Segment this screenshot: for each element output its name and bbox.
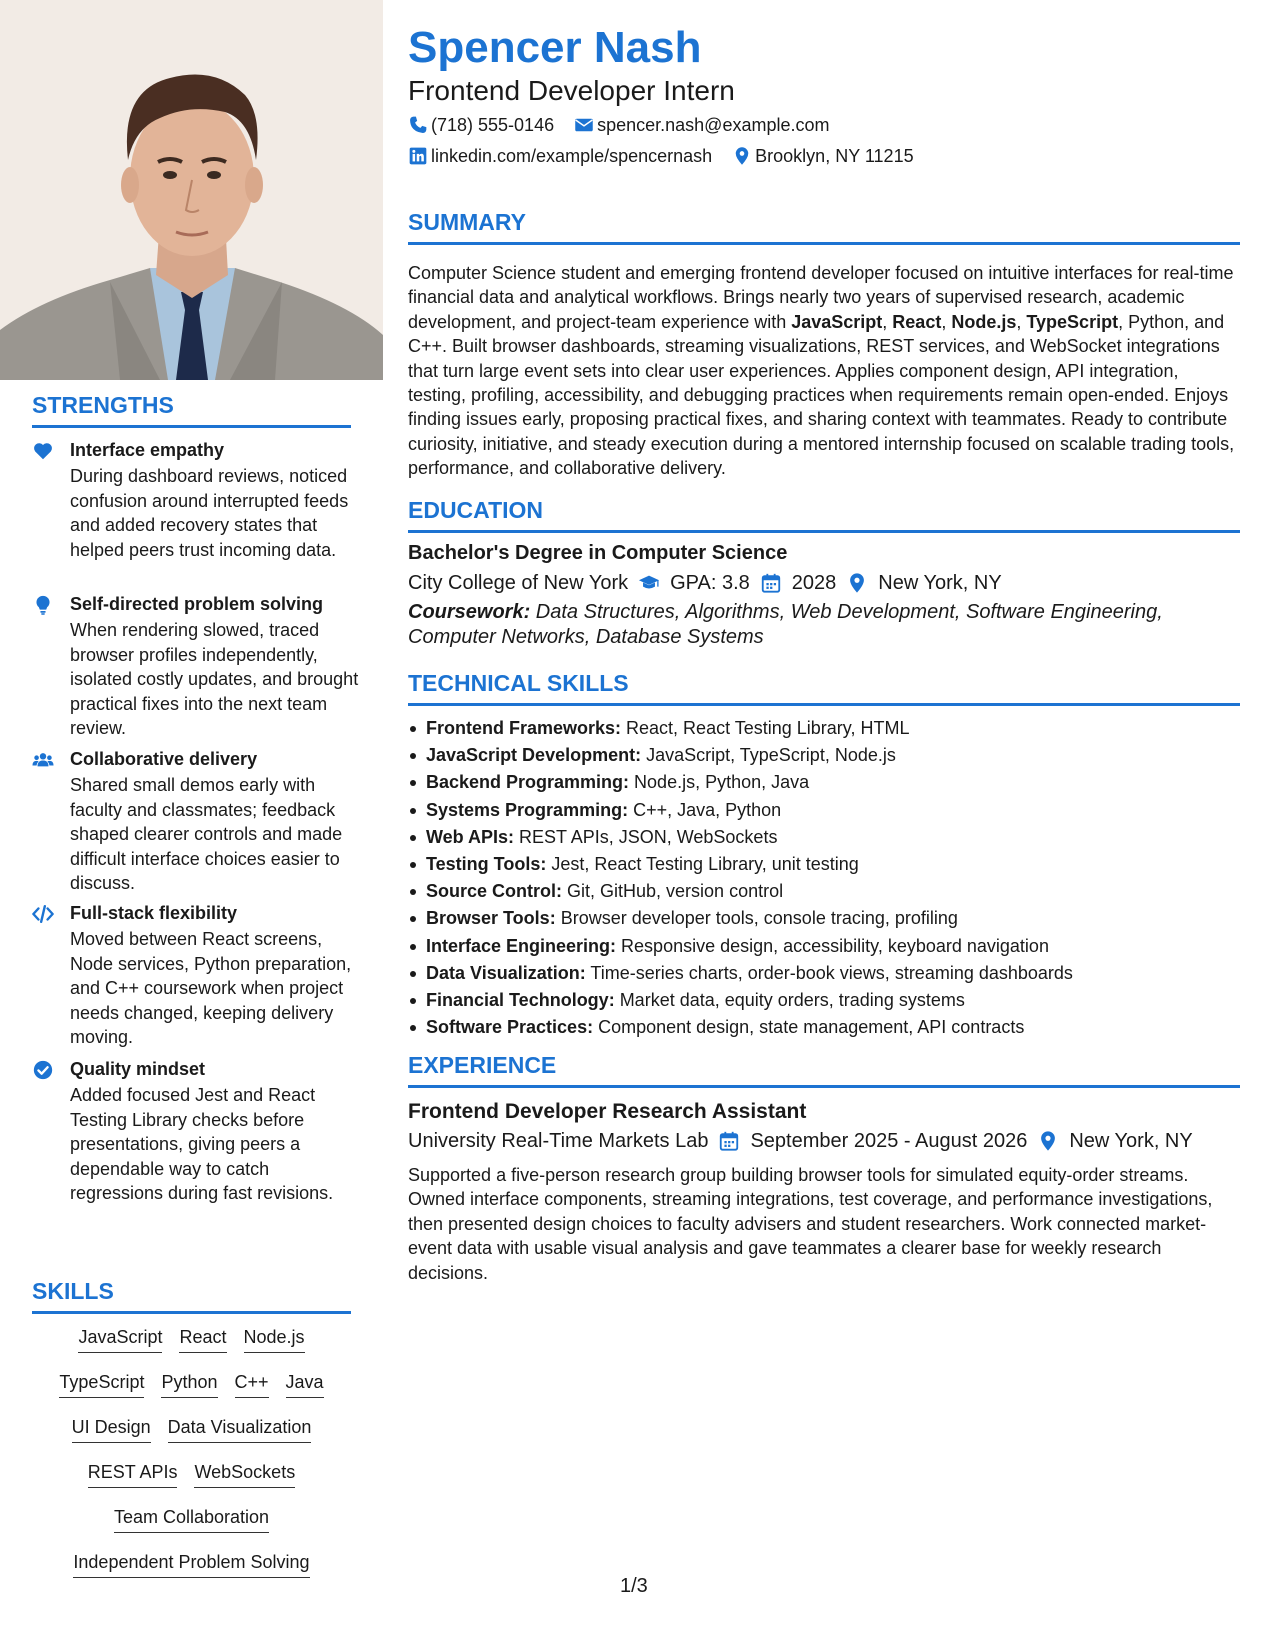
coursework-label: Coursework:: [408, 601, 531, 623]
list-item: [408, 742, 1240, 769]
skill-chip: Team Collaboration: [114, 1505, 269, 1533]
summary-separator: ,: [882, 311, 893, 332]
map-pin-icon: [846, 572, 868, 594]
contact-line-2: [408, 144, 914, 168]
contact-line-1: [408, 113, 830, 137]
skill-chip: WebSockets: [194, 1460, 295, 1488]
strength-description: When rendering slowed, traced browser profiles independently, isolated costly updates, and brought practical fixes into the next team review.: [70, 620, 359, 738]
email-link[interactable]: spencer.nash@example.com: [597, 115, 830, 135]
skill-category: Software Practices:: [426, 1017, 594, 1038]
map-pin-icon: [1037, 1130, 1059, 1152]
education-meta: [408, 570, 1002, 596]
list-item: [408, 933, 1240, 960]
strength-title: Full-stack flexibility: [70, 903, 238, 923]
summary-highlight: Node.js: [951, 311, 1017, 332]
list-item: [408, 824, 1240, 851]
phone-icon: [408, 115, 428, 135]
skill-category: Web APIs:: [426, 826, 515, 847]
skill-row: [32, 1505, 351, 1550]
skill-category: Interface Engineering:: [426, 935, 617, 956]
strength-item: [32, 901, 362, 1047]
summary-text-part: Computer Science student and emerging frontend developer focused on intuitive interfaces for real-time financial data and analytical workflows. Brings nearly two years of supervised research, academic development, and project-team experience with: [408, 263, 1234, 332]
job-location: New York, NY: [1069, 1130, 1193, 1152]
calendar-icon: [760, 572, 782, 594]
skill-values: Market data, equity orders, trading systems: [614, 990, 965, 1011]
strength-description: Moved between React screens, Node services, Python preparation, and C++ coursework when project needs changed, keeping delivery moving.: [70, 929, 352, 1047]
skill-row: [32, 1370, 351, 1415]
graduation-year: 2028: [791, 572, 837, 594]
list-item: [408, 851, 1240, 878]
summary-highlight: TypeScript: [1026, 311, 1119, 332]
skill-row: [32, 1550, 351, 1595]
skill-chip: TypeScript: [59, 1370, 144, 1398]
strength-title: Collaborative delivery: [70, 749, 258, 769]
experience-description: Supported a five-person research group building browser tools for simulated equity-order streams. Owned interface components, streaming integrations, test coverage, and performance investigations, then presented design choices to faculty advisers and student researchers. Work connected market-event data with usable visual analysis and gave teammates a clearer base for weekly research decisions.: [408, 1165, 1213, 1283]
list-item: [408, 1014, 1240, 1041]
check-circle-icon: [32, 1059, 54, 1081]
coursework-list: Data Structures, Algorithms, Web Development, Software Engineering, Computer Networks, Database Systems: [408, 601, 1163, 648]
phone-number[interactable]: (718) 555-0146: [431, 115, 555, 135]
linkedin-link[interactable]: linkedin.com/example/spencernash: [431, 146, 713, 166]
gpa-text: GPA: 3.8: [670, 572, 750, 594]
envelope-icon: [574, 115, 594, 135]
lightbulb-icon: [32, 594, 54, 616]
summary-text: [408, 261, 1240, 481]
location-text: Brooklyn, NY 11215: [755, 146, 914, 166]
organization: University Real-Time Markets Lab: [408, 1130, 709, 1152]
skill-values: Component design, state management, API contracts: [593, 1017, 1025, 1038]
list-item: [408, 797, 1240, 824]
skill-values: C++, Java, Python: [628, 799, 782, 820]
list-item: [408, 878, 1240, 905]
page-number: 1/3: [620, 1575, 648, 1597]
skill-values: Browser developer tools, console tracing, profiling: [555, 908, 958, 929]
skill-row: [32, 1325, 351, 1370]
strength-item: [32, 1057, 362, 1203]
experience-heading: EXPERIENCE: [408, 1052, 1240, 1088]
map-pin-icon: [732, 146, 752, 166]
users-icon: [32, 749, 54, 771]
skill-category: Testing Tools:: [426, 854, 547, 875]
skill-values: REST APIs, JSON, WebSockets: [514, 826, 778, 847]
skill-chip: React: [179, 1325, 226, 1353]
list-item: [408, 715, 1240, 742]
skill-chip: Independent Problem Solving: [73, 1550, 309, 1578]
coursework: [408, 600, 1240, 650]
list-item: [408, 769, 1240, 796]
strength-title: Self-directed problem solving: [70, 594, 324, 614]
skill-category: JavaScript Development:: [426, 745, 642, 766]
skill-category: Financial Technology:: [426, 990, 615, 1011]
strength-description: Shared small demos early with faculty and classmates; feedback shaped clearer controls and made difficult interface choices easier to discuss.: [70, 775, 343, 893]
employment-dates: September 2025 - August 2026: [750, 1130, 1028, 1152]
skill-values: Git, GitHub, version control: [562, 881, 784, 902]
skill-chip: JavaScript: [78, 1325, 162, 1353]
skill-values: JavaScript, TypeScript, Node.js: [641, 745, 896, 766]
skill-category: Backend Programming:: [426, 772, 630, 793]
skill-chip: Java: [286, 1370, 324, 1398]
skill-chip: Python: [161, 1370, 217, 1398]
skill-chip: UI Design: [72, 1415, 151, 1443]
skill-category: Systems Programming:: [426, 799, 629, 820]
skill-values: React, React Testing Library, HTML: [621, 718, 910, 738]
graduation-cap-icon: [638, 572, 660, 594]
skill-values: Responsive design, accessibility, keyboard navigation: [616, 935, 1049, 956]
left-column: [0, 0, 383, 1650]
summary-separator: ,: [1016, 311, 1027, 332]
strength-item: [32, 592, 362, 738]
linkedin-icon: [408, 146, 428, 166]
degree-title: Bachelor's Degree in Computer Science: [408, 542, 788, 564]
profile-photo: [0, 0, 383, 380]
strengths-heading: STRENGTHS: [32, 392, 351, 428]
heart-icon: [32, 440, 54, 462]
skill-chip: REST APIs: [88, 1460, 178, 1488]
school-location: New York, NY: [878, 572, 1002, 594]
list-item: [408, 905, 1240, 932]
skill-chip: Node.js: [244, 1325, 305, 1353]
strength-description: Added focused Jest and React Testing Library checks before presentations, giving peers a dependable way to catch regressions during fast revisions.: [70, 1085, 334, 1203]
calendar-icon: [718, 1130, 740, 1152]
skill-chip: Data Visualization: [168, 1415, 312, 1443]
candidate-role: Frontend Developer Intern: [408, 75, 735, 106]
summary-highlight: JavaScript: [791, 311, 883, 332]
summary-heading: SUMMARY: [408, 209, 1240, 245]
skills-heading: SKILLS: [32, 1278, 351, 1314]
experience-meta: [408, 1128, 1193, 1154]
strength-description: During dashboard reviews, noticed confusion around interrupted feeds and added recovery states that helped peers trust incoming data.: [70, 466, 349, 560]
skill-category: Browser Tools:: [426, 908, 556, 929]
education-heading: EDUCATION: [408, 497, 1240, 533]
job-title: Frontend Developer Research Assistant: [408, 1100, 807, 1123]
skill-category: Data Visualization:: [426, 962, 586, 983]
strength-item: [32, 438, 362, 578]
summary-separator: ,: [941, 311, 952, 332]
skills-list: [32, 1325, 351, 1595]
skill-category: Source Control:: [426, 881, 563, 902]
skill-values: Time-series charts, order-book views, streaming dashboards: [585, 962, 1073, 983]
code-icon: [32, 903, 54, 925]
list-item: [408, 987, 1240, 1014]
school-name: City College of New York: [408, 572, 629, 594]
strength-item: [32, 747, 362, 893]
summary-highlight: React: [892, 311, 942, 332]
skill-values: Node.js, Python, Java: [629, 772, 810, 793]
skill-values: Jest, React Testing Library, unit testing: [546, 854, 859, 875]
skill-chip: C++: [235, 1370, 269, 1398]
list-item: [408, 960, 1240, 987]
skill-row: [32, 1415, 351, 1460]
technical-skills-heading: TECHNICAL SKILLS: [408, 670, 1240, 706]
strength-title: Interface empathy: [70, 440, 225, 460]
summary-text-part: , Python, and C++. Built browser dashboards, streaming visualizations, REST services, and WebSocket integrations that turn large event sets into clear user experiences. Applies component design, API integration, testing, profiling, accessibility, and debugging practices when requirements remain open-ended. Enjoys finding issues early, proposing practical fixes, and sharing context with teammates. Ready to contribute curiosity, initiative, and steady execution during a mentored internship focused on scalable trading tools, performance, and collaborative delivery.: [408, 311, 1235, 479]
skill-category: Frontend Frameworks:: [426, 718, 622, 738]
technical-skills-list: [408, 715, 1240, 1041]
candidate-name: Spencer Nash: [408, 23, 702, 72]
strength-title: Quality mindset: [70, 1059, 206, 1079]
skill-row: [32, 1460, 351, 1505]
